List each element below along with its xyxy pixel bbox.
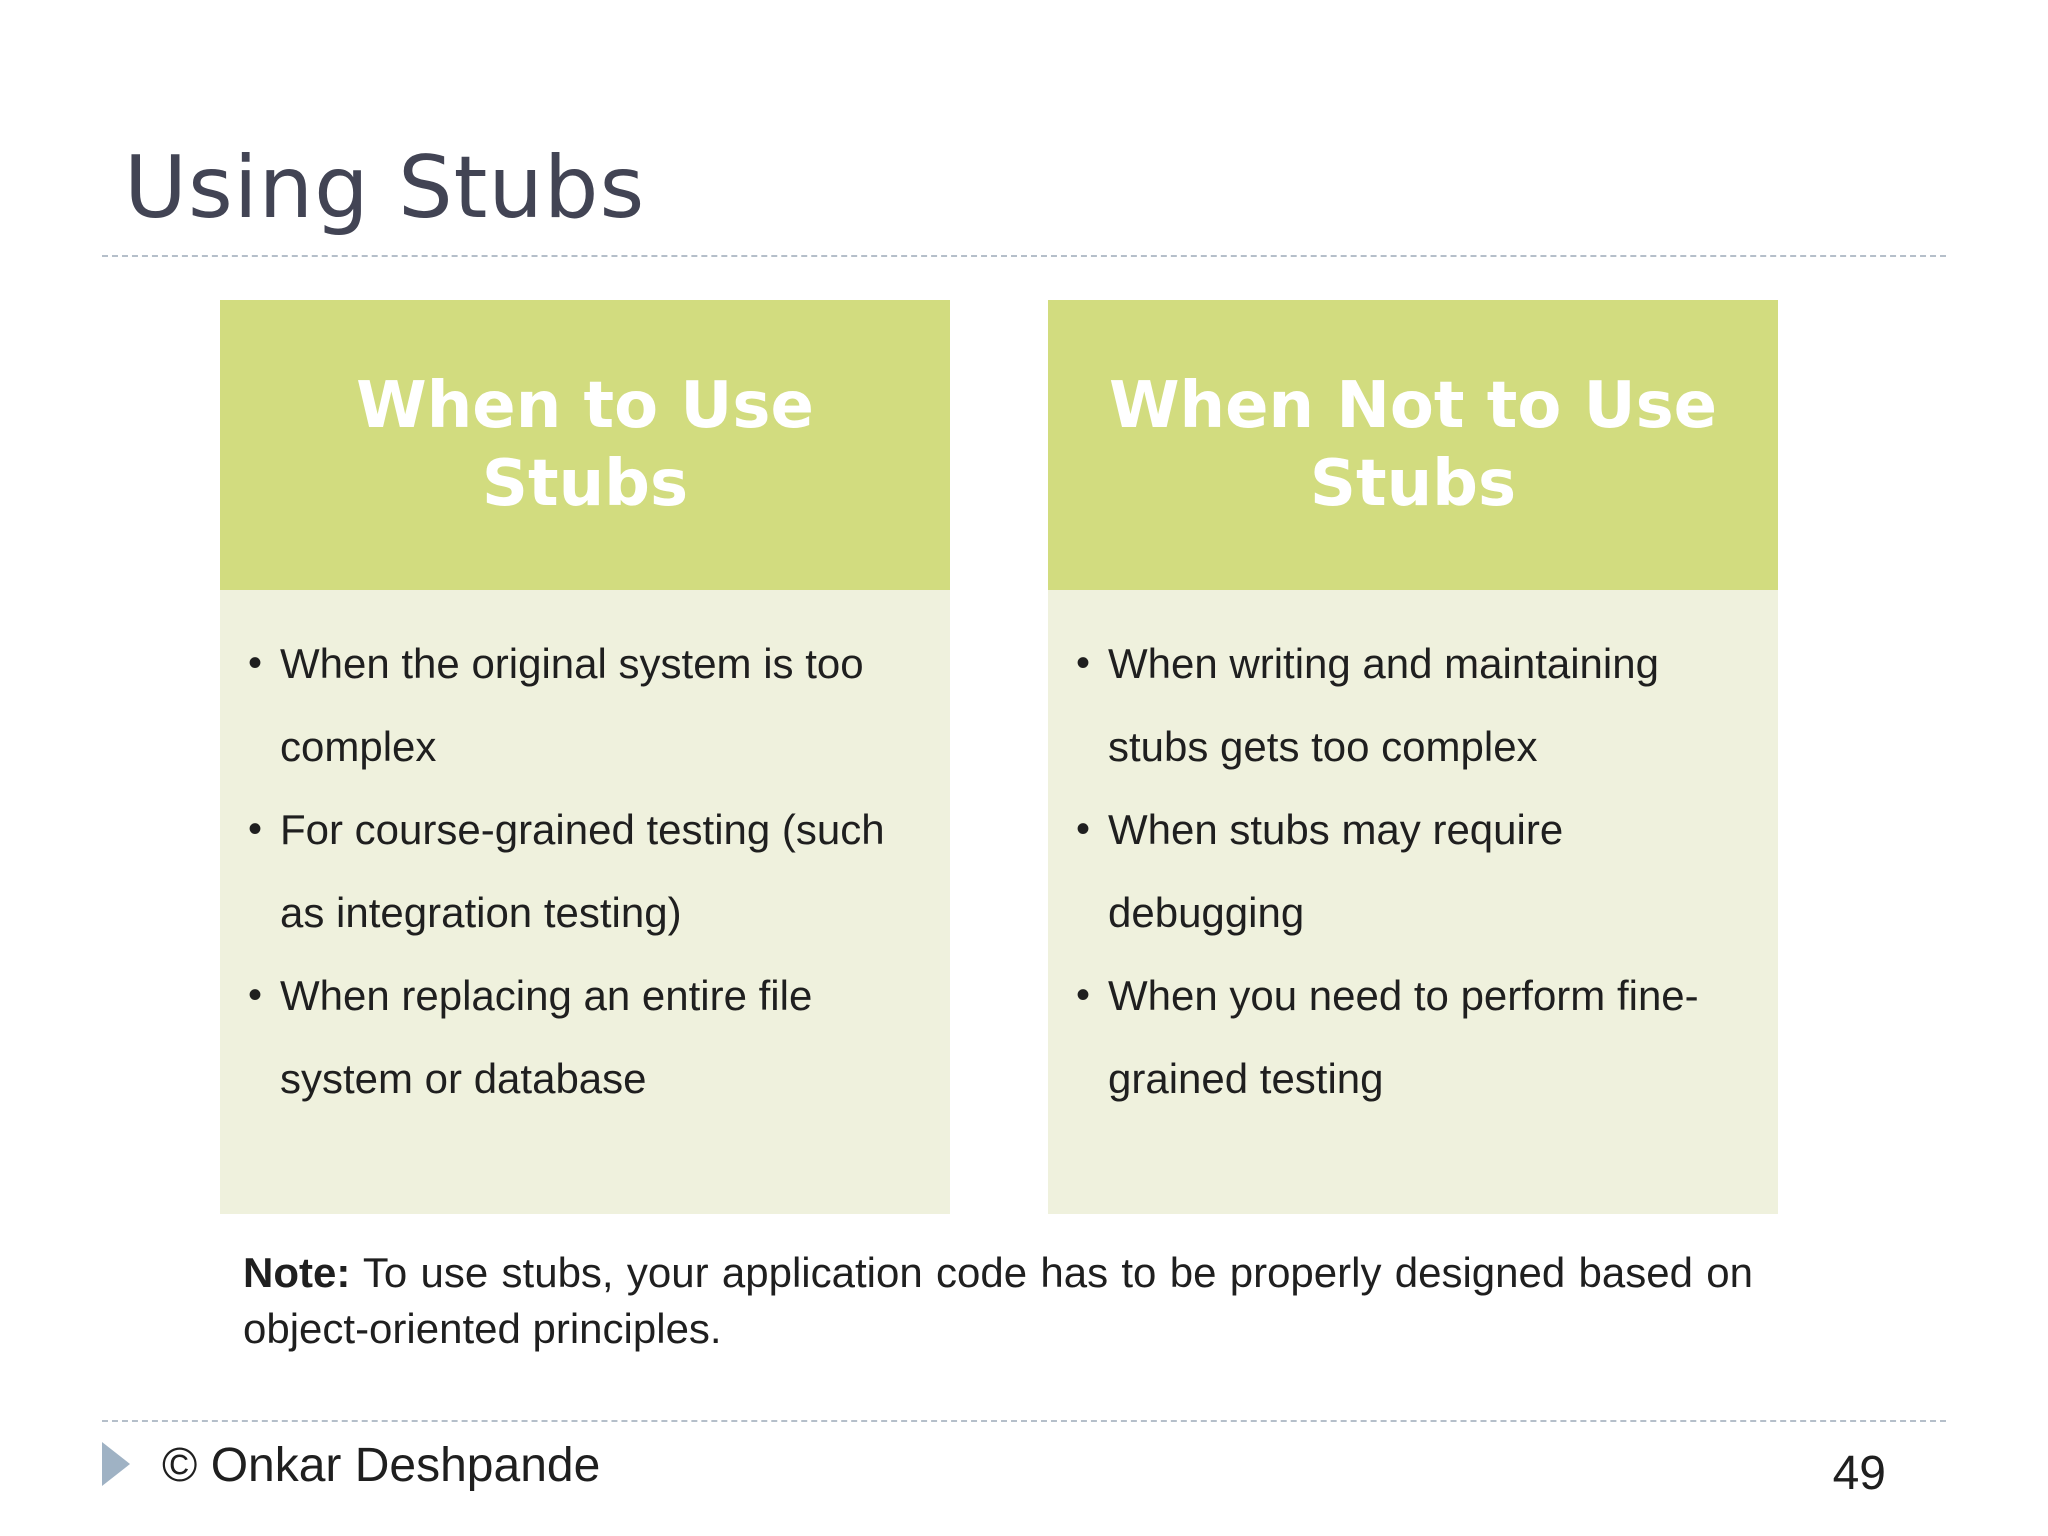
list-item — [248, 788, 920, 954]
list-item-text: When writing and maintaining stubs gets too complex — [1108, 640, 1659, 770]
list-item-text: When stubs may require debugging — [1108, 806, 1564, 936]
list-item — [1076, 622, 1748, 788]
list-item-text: When replacing an entire file system or database — [280, 972, 813, 1102]
bullet-icon: • — [248, 807, 263, 851]
list-item — [1076, 788, 1748, 954]
card-heading: When to Use Stubs — [356, 369, 814, 521]
when-not-to-use-card — [1048, 300, 1778, 1214]
card-body — [220, 590, 950, 1120]
card-body — [1048, 590, 1778, 1120]
list-item — [1076, 954, 1748, 1120]
slide-title: Using Stubs — [124, 138, 646, 238]
list-item — [248, 622, 920, 788]
triangle-arrow-icon — [102, 1442, 130, 1486]
list-item — [248, 954, 920, 1120]
card-header — [220, 300, 950, 590]
list-item-text: When you need to perform fine-grained testing — [1108, 972, 1699, 1102]
note-label: Note: — [243, 1249, 351, 1296]
note-text: To use stubs, your application code has to be properly designed based on object-oriented principles. — [243, 1249, 1753, 1352]
bullet-icon: • — [248, 973, 263, 1017]
page-number: 49 — [1832, 1447, 1886, 1500]
bullet-icon: • — [1076, 807, 1091, 851]
note-paragraph — [243, 1245, 1753, 1357]
when-to-use-card — [220, 300, 950, 1214]
bottom-divider — [102, 1420, 1946, 1422]
bullet-icon: • — [248, 641, 263, 685]
top-divider — [102, 255, 1946, 257]
card-heading: When Not to Use Stubs — [1108, 369, 1718, 521]
bullet-icon: • — [1076, 973, 1091, 1017]
bullet-icon: • — [1076, 641, 1091, 685]
footer-author: © Onkar Deshpande — [162, 1439, 601, 1492]
list-item-text: For course-grained testing (such as integration testing) — [280, 806, 885, 936]
list-item-text: When the original system is too complex — [280, 640, 864, 770]
card-header — [1048, 300, 1778, 590]
